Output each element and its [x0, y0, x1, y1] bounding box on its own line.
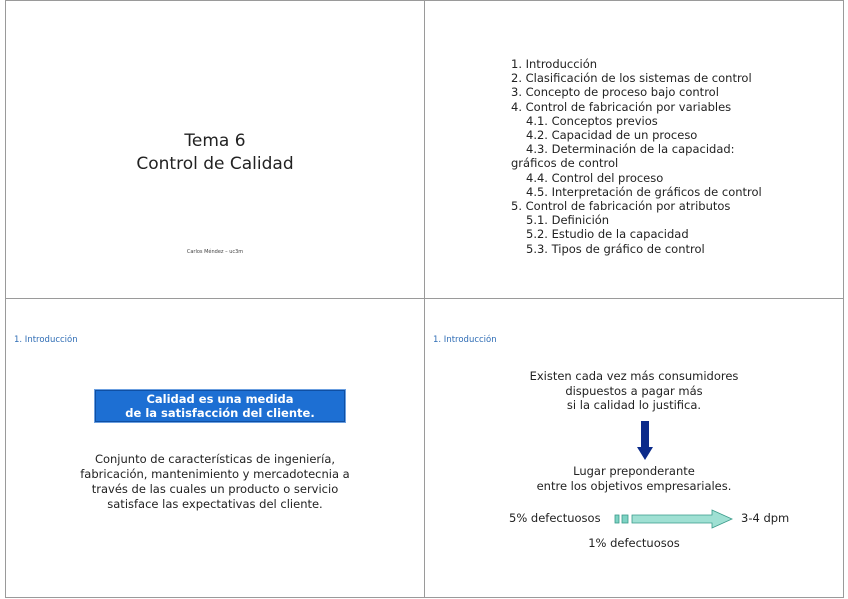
toc-subitem: 4.4. Control del proceso — [526, 170, 664, 185]
toc-subitem-continued: gráficos de control — [511, 156, 619, 171]
author-credit: Carlos Méndez – uc3m — [186, 249, 244, 255]
banner-line-2: de la satisfacción del cliente. — [125, 406, 315, 420]
slide-title-heading — [6, 130, 424, 176]
toc-subitem: 4.2. Capacidad de un proceso — [526, 128, 698, 143]
title-line-1: Tema 6 — [184, 131, 246, 151]
defect-rate-intermediate: 1% defectuosos — [588, 536, 680, 550]
toc-subitem: 5.2. Estudio de la capacidad — [526, 227, 689, 242]
toc-item: 5. Control de fabricación por atributos — [511, 199, 731, 214]
statement-line: si la calidad lo justifica. — [566, 398, 702, 412]
right-arrow-icon — [614, 509, 734, 529]
slide-title — [5, 0, 425, 299]
defect-rate-after: 3-4 dpm — [741, 511, 790, 525]
slide-intro-definition — [5, 298, 425, 598]
slide-intro-consumers — [424, 298, 844, 598]
toc-subitem: 5.1. Definición — [526, 213, 610, 228]
para-line: través de las cuales un producto o servicio — [91, 482, 339, 496]
para-line: Conjunto de características de ingeniería, — [94, 452, 336, 466]
title-line-2: Control de Calidad — [136, 154, 294, 174]
toc-item: 2. Clasificación de los sistemas de control — [511, 71, 752, 86]
definition-banner — [94, 389, 346, 423]
table-of-contents — [511, 57, 762, 256]
section-label: 1. Introducción — [433, 335, 497, 345]
defect-rate-before: 5% defectuosos — [509, 511, 601, 525]
statement-line: entre los objetivos empresariales. — [536, 478, 732, 493]
toc-item: 3. Concepto de proceso bajo control — [511, 85, 719, 100]
statement-line: dispuestos a pagar más — [565, 383, 703, 398]
down-arrow-icon — [637, 421, 653, 461]
section-label: 1. Introducción — [14, 335, 78, 345]
toc-subitem: 5.3. Tipos de gráfico de control — [526, 241, 705, 256]
statement-line: Existen cada vez más consumidores — [529, 369, 739, 383]
toc-item: 1. Introducción — [511, 57, 598, 71]
toc-subitem: 4.5. Interpretación de gráficos de control — [526, 184, 762, 199]
toc-subitem: 4.1. Conceptos previos — [526, 113, 658, 128]
objective-statement — [425, 464, 843, 493]
definition-paragraph — [6, 452, 424, 512]
para-line: fabricación, mantenimiento y mercadotecnia a — [80, 467, 350, 481]
consumer-statement — [425, 369, 843, 413]
toc-item: 4. Control de fabricación por variables — [511, 99, 732, 114]
slide-contents — [424, 0, 844, 299]
toc-subitem: 4.3. Determinación de la capacidad: — [526, 142, 735, 157]
para-line: satisface las expectativas del cliente. — [107, 497, 323, 511]
statement-line: Lugar preponderante — [573, 464, 695, 478]
banner-line-1: Calidad es una medida — [146, 392, 294, 406]
